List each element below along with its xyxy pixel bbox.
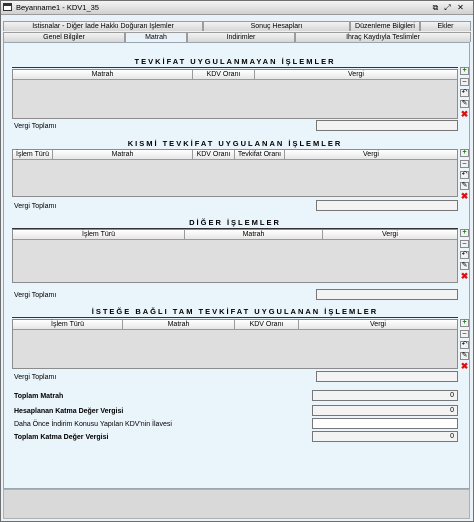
- section-title-diger: DİĞER İŞLEMLER: [12, 218, 458, 227]
- matrah-panel: [3, 42, 470, 489]
- col-islem-turu[interactable]: İşlem Türü: [13, 320, 123, 329]
- col-matrah[interactable]: Matrah: [123, 320, 235, 329]
- kismi-total-label: Vergi Toplamı: [14, 203, 57, 210]
- hesaplanan-kdv-field: 0: [312, 405, 458, 416]
- col-islem-turu[interactable]: İşlem Türü: [13, 230, 185, 239]
- remove-row-icon[interactable]: –: [460, 160, 469, 168]
- section-title-istege: İSTEĞE BAĞLI TAM TEVKİFAT UYGULANAN İŞLEMLER: [12, 307, 458, 316]
- tab-duzenleme-bilgileri[interactable]: Düzenleme Bilgileri: [350, 21, 420, 31]
- delete-icon[interactable]: ✖: [460, 271, 469, 281]
- col-kdv-orani[interactable]: KDV Oranı: [193, 150, 235, 159]
- tab-ihrac-kaydiyla-teslimler[interactable]: İhraç Kaydıyla Teslimler: [295, 32, 471, 42]
- tab-row-top: [3, 21, 471, 31]
- grid-kismi[interactable]: [12, 149, 458, 197]
- add-row-icon[interactable]: +: [460, 319, 469, 327]
- undo-icon[interactable]: ↶: [461, 251, 468, 258]
- edit-icon[interactable]: ✎: [461, 262, 468, 269]
- istege-total-field: [316, 371, 458, 382]
- remove-row-icon[interactable]: –: [460, 78, 469, 86]
- remove-row-icon[interactable]: –: [460, 330, 469, 338]
- col-matrah[interactable]: Matrah: [13, 70, 193, 79]
- grid-tevkifat[interactable]: [12, 69, 458, 119]
- add-row-icon[interactable]: +: [460, 149, 469, 157]
- col-vergi[interactable]: Vergi: [370, 321, 386, 328]
- title-bar: [1, 1, 473, 15]
- tab-genel-bilgiler[interactable]: Genel Bilgiler: [3, 32, 125, 42]
- maximize-icon[interactable]: ⤢: [444, 3, 451, 12]
- app-icon: [3, 3, 12, 11]
- undo-icon[interactable]: ↶: [461, 171, 468, 178]
- delete-icon[interactable]: ✖: [460, 361, 469, 371]
- edit-icon[interactable]: ✎: [461, 100, 468, 107]
- grid-header: [13, 150, 457, 160]
- diger-total-label: Vergi Toplamı: [14, 292, 57, 299]
- undo-icon[interactable]: ↶: [461, 89, 468, 96]
- col-vergi[interactable]: Vergi: [348, 71, 364, 78]
- add-row-icon[interactable]: +: [460, 229, 469, 237]
- col-matrah[interactable]: Matrah: [53, 150, 193, 159]
- col-vergi[interactable]: Vergi: [382, 231, 398, 238]
- hesaplanan-kdv-label: Hesaplanan Katma Değer Vergisi: [14, 408, 124, 415]
- section-title-kismi: KISMİ TEVKİFAT UYGULANAN İŞLEMLER: [12, 139, 458, 148]
- toplam-kdv-field: 0: [312, 431, 458, 442]
- grid-diger[interactable]: [12, 229, 458, 283]
- grid-istege[interactable]: [12, 319, 458, 369]
- tab-ekler[interactable]: Ekler: [420, 21, 471, 31]
- restore-icon[interactable]: ⧉: [432, 3, 439, 12]
- window-title: Beyanname1 - KDV1_35: [16, 3, 99, 12]
- istege-total-label: Vergi Toplamı: [14, 374, 57, 381]
- toplam-kdv-label: Toplam Katma Değer Vergisi: [14, 434, 109, 441]
- delete-icon[interactable]: ✖: [460, 191, 469, 201]
- diger-total-field: [316, 289, 458, 300]
- add-row-icon[interactable]: +: [460, 67, 469, 75]
- tab-sonuc-hesaplari[interactable]: Sonuç Hesapları: [203, 21, 350, 31]
- toplam-matrah-label: Toplam Matrah: [14, 393, 64, 400]
- tab-matrah[interactable]: Matrah: [125, 32, 187, 42]
- edit-icon[interactable]: ✎: [461, 352, 468, 359]
- col-kdv-orani[interactable]: KDV Oranı: [193, 70, 255, 79]
- grid-header: [13, 320, 457, 330]
- grid-header: [13, 70, 457, 80]
- daha-once-indirim-label: Daha Önce İndirim Konusu Yapılan KDV'nin İlavesi: [14, 421, 172, 428]
- delete-icon[interactable]: ✖: [460, 109, 469, 119]
- col-islem-turu[interactable]: İşlem Türü: [13, 150, 53, 159]
- col-vergi[interactable]: Vergi: [363, 151, 379, 158]
- grid-header: [13, 230, 457, 240]
- undo-icon[interactable]: ↶: [461, 341, 468, 348]
- tab-row-bottom: [3, 32, 471, 42]
- edit-icon[interactable]: ✎: [461, 182, 468, 189]
- status-area: [3, 489, 470, 519]
- tevkifat-total-field: [316, 120, 458, 131]
- col-matrah[interactable]: Matrah: [185, 230, 323, 239]
- kismi-total-field: [316, 200, 458, 211]
- tab-indirimler[interactable]: İndirimler: [187, 32, 295, 42]
- tevkifat-total-label: Vergi Toplamı: [14, 123, 57, 130]
- col-tevkifat-orani[interactable]: Tevkifat Oranı: [235, 150, 285, 159]
- toplam-matrah-field: 0: [312, 390, 458, 401]
- col-kdv-orani[interactable]: KDV Oranı: [235, 320, 299, 329]
- daha-once-indirim-field[interactable]: [312, 418, 458, 429]
- close-icon[interactable]: ✕: [457, 3, 464, 12]
- remove-row-icon[interactable]: –: [460, 240, 469, 248]
- tab-istisnalar[interactable]: İstisnalar - Diğer İade Hakkı Doğuran İşlemler: [3, 21, 203, 31]
- section-title-tevkifat: TEVKİFAT UYGULANMAYAN İŞLEMLER: [12, 57, 458, 66]
